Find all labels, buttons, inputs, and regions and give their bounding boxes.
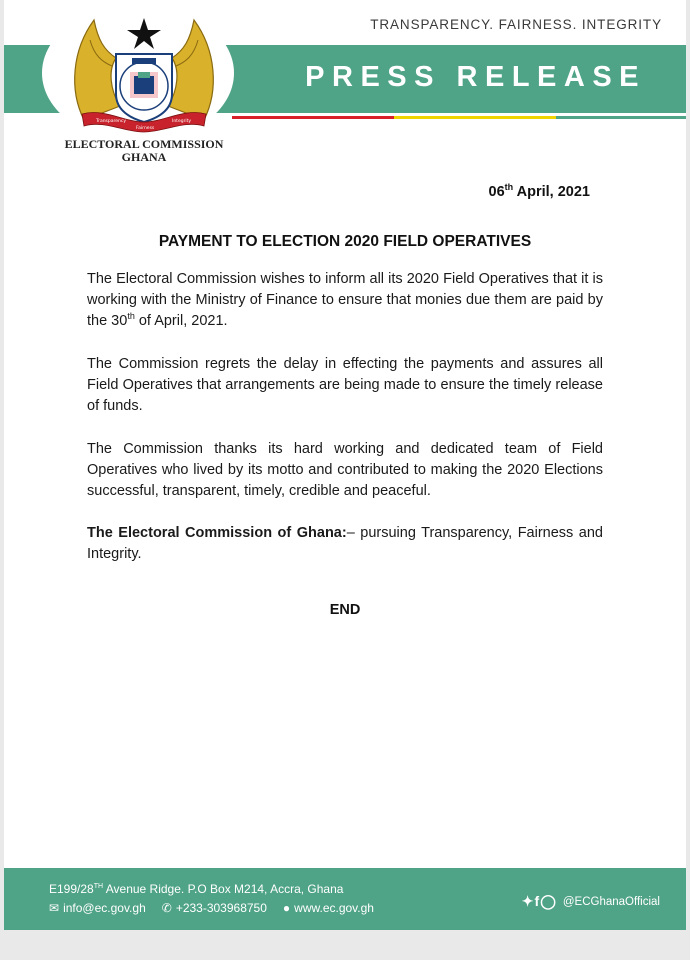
organization-name-line1: ELECTORAL COMMISSION (64, 137, 224, 151)
instagram-icon[interactable]: ◯ (540, 893, 557, 909)
crest-banner-mid: Fairness (136, 126, 155, 131)
footer-contacts (49, 901, 374, 915)
paragraph-1-tail: of April, 2021. (134, 313, 228, 329)
flag-stripe-red (232, 116, 394, 119)
organization-name (44, 138, 244, 164)
paragraph-1 (87, 269, 603, 332)
address-sup: TH (93, 883, 104, 890)
paragraph-4-rest: – pursuing Transparency, Fairness and Integrity. (87, 525, 603, 562)
footer-social (522, 893, 660, 910)
crest-banner-left: Transparency (96, 119, 127, 124)
flag-stripe-yellow (394, 116, 556, 119)
paragraph-4-bold: The Electoral Commission of Ghana: (87, 525, 347, 541)
paragraph-3: The Commission thanks its hard working and dedicated team of Field Operatives who lived by its motto and contributed to making the 2020 Elections successful, transparent, timely, credible and peaceful. (87, 441, 603, 499)
paragraph-1-sup: th (127, 311, 135, 322)
date-rest: April, 2021 (513, 183, 590, 200)
address-rest: Avenue Ridge. P.O Box M214, Accra, Ghana (103, 882, 344, 896)
release-date (489, 182, 590, 200)
footer-website[interactable]: www.ec.gov.gh (294, 901, 374, 915)
crest-banner-right: Integrity (172, 119, 192, 124)
footer-address (49, 882, 343, 896)
date-day: 06 (488, 183, 505, 200)
paragraph-2: The Commission regrets the delay in effecting the payments and assures all Field Operatives that arrangements are being made to ensure the timely release of funds. (87, 356, 603, 414)
footer-email[interactable]: info@ec.gov.gh (63, 901, 146, 915)
social-icons (522, 893, 557, 910)
paragraph-4 (87, 523, 603, 565)
motto-text: TRANSPARENCY. FAIRNESS. INTEGRITY (370, 17, 662, 32)
paragraph-1-text: The Electoral Commission wishes to inform all its 2020 Field Operatives that it is working with the Ministry of Finance to ensure that monies due them are paid by the 30 (87, 271, 603, 329)
footer-phone[interactable]: +233-303968750 (175, 901, 267, 915)
globe-icon: ● (282, 901, 291, 915)
social-handle[interactable]: @ECGhanaOfficial (562, 895, 660, 908)
press-release-title: PRESS RELEASE (305, 61, 646, 93)
flag-stripe-green (556, 116, 686, 119)
organization-name-line2: GHANA (121, 150, 167, 164)
document-heading: PAYMENT TO ELECTION 2020 FIELD OPERATIVES (158, 233, 532, 250)
electoral-commission-crest-icon (64, 10, 224, 136)
press-release-page (4, 0, 686, 930)
facebook-icon[interactable]: f (534, 893, 541, 909)
date-suffix: th (504, 182, 514, 192)
twitter-icon[interactable]: ✦ (521, 893, 535, 909)
address-start: E199/28 (49, 882, 94, 896)
end-marker: END (329, 602, 361, 618)
phone-icon: ✆ (161, 901, 172, 915)
footer-band (4, 868, 686, 930)
envelope-icon: ✉ (49, 901, 60, 915)
